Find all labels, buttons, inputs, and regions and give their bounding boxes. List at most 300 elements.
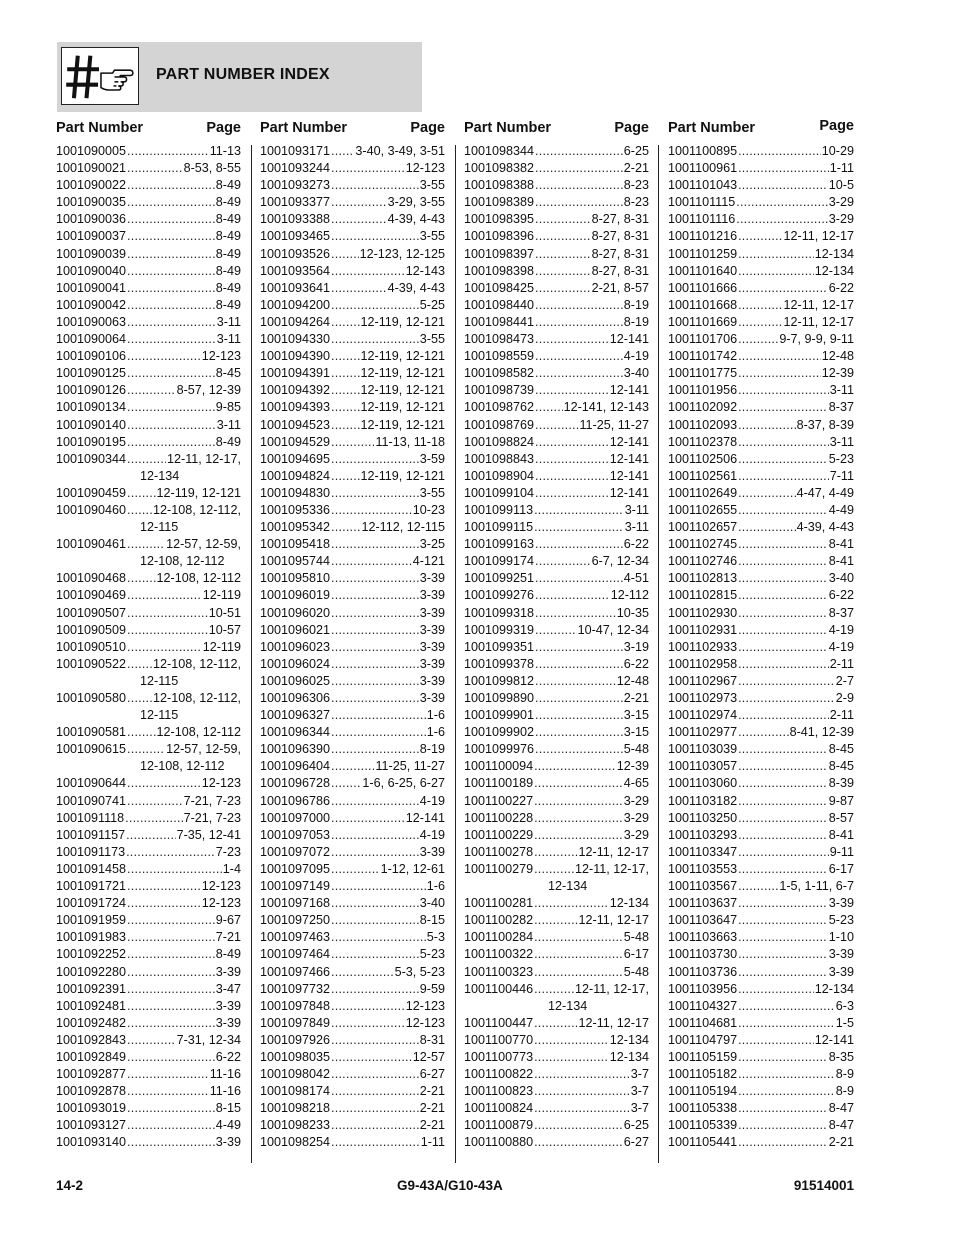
dot-leader (127, 622, 208, 639)
index-entry (260, 519, 445, 536)
index-entry (668, 946, 854, 963)
index-entry (260, 844, 445, 861)
index-entry (56, 1100, 241, 1117)
index-entry (56, 399, 241, 416)
dot-leader (127, 348, 201, 365)
dot-leader (127, 228, 215, 245)
part-number: 1001092482 (56, 1015, 127, 1030)
index-entry (56, 964, 241, 981)
page-references: 7-35, 12-41 (176, 827, 241, 842)
index-entry (464, 690, 649, 707)
index-entry (668, 690, 854, 707)
dot-leader (331, 417, 359, 434)
page-references: 12-123 (201, 349, 241, 364)
page-references: 8-41 (828, 554, 854, 569)
dot-leader (127, 570, 155, 587)
dot-leader (738, 1117, 828, 1134)
dot-leader (331, 570, 419, 587)
part-number: 1001093465 (260, 229, 331, 244)
index-entry (56, 844, 241, 861)
part-number: 1001094695 (260, 451, 331, 466)
page-references-continued: 12-108, 12-112 (140, 554, 225, 569)
part-number: 1001101259 (668, 246, 738, 261)
page-references: 9-85 (215, 400, 241, 415)
page-references: 10-29 (821, 144, 854, 158)
page-references: 8-49 (215, 947, 241, 962)
dot-leader (738, 570, 828, 587)
dot-leader (535, 656, 623, 673)
page-references: 7-23 (215, 844, 241, 859)
part-number: 1001094523 (260, 417, 331, 432)
index-entry (56, 861, 241, 878)
dot-leader (535, 587, 610, 604)
page-references: 9-7, 9-9, 9-11 (779, 332, 854, 347)
part-number: 1001101640 (668, 263, 738, 278)
index-entry (668, 964, 854, 981)
page-references: 12-134 (609, 1032, 649, 1047)
dot-leader (331, 1134, 420, 1151)
dot-leader (534, 964, 623, 981)
index-entry (464, 365, 649, 382)
page-references: 2-21 (419, 1101, 445, 1116)
dot-leader (331, 502, 412, 519)
page-references: 8-49 (215, 297, 241, 312)
index-entry (668, 211, 854, 228)
index-entry (464, 895, 649, 912)
page-references: 3-40 (623, 366, 649, 381)
part-number: 1001100278 (464, 844, 534, 859)
part-number: 1001098382 (464, 161, 535, 176)
part-number: 1001099319 (464, 622, 535, 637)
dot-leader (127, 314, 216, 331)
index-entry (260, 929, 445, 946)
part-number: 1001090581 (56, 725, 127, 740)
dot-leader (535, 348, 623, 365)
page-references: 3-39 (828, 896, 854, 911)
page-references: 8-27, 8-31 (591, 263, 649, 278)
page-references: 3-15 (623, 708, 649, 723)
dot-leader (738, 314, 782, 331)
index-entry (260, 656, 445, 673)
page-references: 7-21, 7-23 (183, 793, 241, 808)
dot-leader (738, 741, 828, 758)
part-number: 1001100879 (464, 1118, 534, 1133)
page-references: 3-39 (419, 656, 445, 671)
page-references: 12-11, 12-17 (783, 314, 854, 329)
index-entry (260, 946, 445, 963)
part-number: 1001090344 (56, 451, 127, 466)
index-entry (56, 775, 241, 792)
page-references: 3-39 (419, 844, 445, 859)
page-references: 12-11, 12-17 (783, 229, 854, 244)
part-number: 1001090125 (56, 366, 127, 381)
entry-list (668, 143, 854, 1152)
dot-leader (127, 297, 215, 314)
part-number: 1001105338 (668, 1101, 738, 1116)
index-entry (668, 587, 854, 604)
dot-leader (127, 160, 183, 177)
page-references: 12-141 (814, 1032, 854, 1047)
part-number: 1001098473 (464, 332, 535, 347)
part-number: 1001100322 (464, 947, 534, 962)
dot-leader (738, 485, 795, 502)
part-number: 1001098769 (464, 417, 535, 432)
index-entry (464, 639, 649, 656)
dot-leader (738, 382, 829, 399)
dot-leader (331, 314, 359, 331)
page-references: 10-5 (828, 178, 854, 193)
index-entry (668, 194, 854, 211)
part-number: 1001092481 (56, 998, 127, 1013)
part-number: 1001090005 (56, 144, 127, 158)
dot-leader (331, 639, 419, 656)
page-references: 11-16 (209, 1084, 241, 1099)
part-number: 1001094824 (260, 468, 331, 483)
index-entry (56, 177, 241, 194)
dot-leader (534, 844, 577, 861)
index-entry (464, 724, 649, 741)
part-number: 1001100880 (464, 1135, 534, 1150)
page-references: 8-37, 8-39 (796, 417, 854, 432)
part-number: 1001100323 (464, 964, 534, 979)
dot-leader (535, 622, 577, 639)
dot-leader (331, 775, 361, 792)
dot-leader (127, 1083, 209, 1100)
column-header (260, 120, 445, 142)
part-number: 1001102973 (668, 691, 738, 705)
index-entry (464, 1134, 649, 1151)
dot-leader (535, 246, 591, 263)
dot-leader (738, 502, 828, 519)
index-entry (260, 998, 445, 1015)
dot-leader (534, 502, 624, 519)
dot-leader (127, 724, 155, 741)
index-entry (56, 451, 241, 468)
dot-leader (127, 502, 152, 519)
index-entry (56, 946, 241, 963)
index-entry (668, 998, 854, 1015)
page-references: 2-7 (835, 673, 854, 688)
page-references: 1-10 (828, 930, 854, 945)
part-number: 1001090507 (56, 605, 127, 620)
dot-leader (127, 1032, 176, 1049)
index-entry (464, 519, 649, 536)
page-references: 12-119, 12-121 (360, 400, 445, 415)
dot-leader (535, 485, 609, 502)
page-references: 3-7 (630, 1101, 649, 1116)
dot-leader (127, 998, 215, 1015)
dot-leader (127, 981, 215, 998)
part-number-header: Part Number (668, 120, 756, 136)
part-number: 1001090041 (56, 280, 127, 295)
part-number: 1001090126 (56, 383, 127, 398)
page-references: 5-23 (828, 451, 854, 466)
index-entry (668, 177, 854, 194)
dot-leader (535, 434, 609, 451)
part-number: 1001090106 (56, 349, 127, 364)
page-references: 12-57 (412, 1049, 445, 1064)
page-references: 3-29 (623, 810, 649, 825)
part-number: 1001098344 (464, 144, 535, 158)
page-references: 1-5, 1-11, 6-7 (779, 879, 854, 894)
page-references: 12-119, 12-121 (360, 468, 445, 483)
page-references: 1-6 (426, 725, 445, 740)
page-references: 3-39 (828, 964, 854, 979)
part-number: 1001098425 (464, 280, 535, 295)
index-entry (260, 246, 445, 263)
page-references: 12-134 (609, 896, 649, 911)
part-number: 1001090459 (56, 485, 127, 500)
part-number: 1001099351 (464, 639, 535, 654)
part-number: 1001100824 (464, 1101, 534, 1116)
dot-leader (331, 519, 360, 536)
index-entry (56, 348, 241, 365)
dot-leader (127, 399, 215, 416)
page-references: 8-23 (623, 195, 649, 210)
dot-leader (738, 656, 829, 673)
page-references-continued: 12-134 (548, 998, 588, 1013)
page-references: 12-48 (616, 673, 649, 688)
part-number: 1001103663 (668, 930, 738, 945)
part-number: 1001096404 (260, 759, 331, 774)
page-references: 9-59 (419, 981, 445, 996)
page-references: 12-141 (609, 485, 649, 500)
part-number: 1001105182 (668, 1067, 738, 1082)
dot-leader (331, 998, 405, 1015)
dot-leader (534, 793, 623, 810)
part-number: 1001104797 (668, 1032, 738, 1047)
page-references: 3-11 (216, 332, 241, 347)
part-number: 1001092280 (56, 964, 127, 979)
index-entry (56, 280, 241, 297)
part-number: 1001096025 (260, 673, 331, 688)
dot-leader (534, 1032, 609, 1049)
index-entry (56, 160, 241, 177)
page-references: 12-141, 12-143 (563, 400, 649, 415)
index-column-4 (668, 120, 854, 1152)
page-references: 3-7 (630, 1084, 649, 1099)
dot-leader (127, 1117, 215, 1134)
dot-leader (738, 810, 828, 827)
page-references: 8-57, 12-39 (176, 383, 241, 398)
index-entry (260, 160, 445, 177)
index-entry (260, 690, 445, 707)
part-number: 1001100228 (464, 810, 534, 825)
page-references: 12-112 (610, 588, 649, 603)
page-references-continued: 12-115 (140, 708, 179, 723)
dot-leader (535, 331, 609, 348)
page-references: 7-31, 12-34 (176, 1032, 241, 1047)
page-references: 12-141 (609, 434, 649, 449)
page-references: 8-27, 8-31 (591, 246, 649, 261)
index-entry (260, 605, 445, 622)
part-number: 1001100282 (464, 913, 534, 928)
dot-leader (738, 1083, 835, 1100)
page-references: 12-11, 12-17 (578, 844, 649, 859)
index-entry (464, 605, 649, 622)
column-header (56, 120, 241, 142)
index-entry (56, 587, 241, 604)
page-references: 4-65 (623, 776, 649, 791)
page-references-continued: 12-108, 12-112 (140, 759, 225, 774)
part-number: 1001101666 (668, 280, 738, 295)
dot-leader (331, 707, 426, 724)
index-entry (260, 434, 445, 451)
index-entry (56, 741, 241, 758)
part-number: 1001105441 (668, 1135, 738, 1150)
part-number: 1001102977 (668, 725, 738, 740)
index-entry (56, 297, 241, 314)
index-entry (56, 605, 241, 622)
dot-leader (127, 605, 208, 622)
page-header: Page (614, 120, 649, 136)
page-references: 10-47, 12-34 (577, 622, 649, 637)
part-number: 1001099276 (464, 588, 535, 603)
part-number: 1001098582 (464, 366, 535, 381)
part-number-header: Part Number (464, 120, 552, 136)
dot-leader (331, 587, 419, 604)
page-references: 3-40, 3-49, 3-51 (355, 144, 445, 158)
page-references: 2-11 (829, 656, 854, 671)
column-divider (658, 145, 659, 1163)
dot-leader (535, 211, 591, 228)
index-entry (260, 177, 445, 194)
part-number: 1001100895 (668, 144, 738, 158)
index-entry (464, 434, 649, 451)
dot-leader (127, 1100, 215, 1117)
page-references: 12-134 (609, 1049, 649, 1064)
dot-leader (534, 1049, 609, 1066)
part-number: 1001094390 (260, 349, 331, 364)
part-number: 1001093641 (260, 280, 331, 295)
dot-leader (331, 194, 387, 211)
part-number: 1001098218 (260, 1101, 331, 1116)
page-references: 1-5 (835, 1015, 854, 1030)
index-entry (56, 211, 241, 228)
page-references: 12-141 (609, 332, 649, 347)
dot-leader (127, 1015, 215, 1032)
index-entry (668, 451, 854, 468)
page-references: 10-35 (616, 605, 649, 620)
index-column-2 (260, 120, 445, 1152)
part-number: 1001093019 (56, 1101, 127, 1116)
page-references: 4-19 (828, 622, 854, 637)
index-entry (260, 331, 445, 348)
page-references: 4-39, 4-43 (387, 280, 445, 295)
dot-leader (535, 228, 591, 245)
part-number: 1001097926 (260, 1032, 331, 1047)
part-number: 1001093273 (260, 178, 331, 193)
dot-leader (127, 211, 215, 228)
page-references: 3-29 (828, 195, 854, 210)
part-number: 1001102746 (668, 554, 738, 569)
dot-leader (738, 844, 829, 861)
page-references: 6-27 (623, 1135, 649, 1150)
page-references: 3-39 (215, 964, 241, 979)
page-references: 3-25 (419, 537, 445, 552)
index-entry (464, 587, 649, 604)
dot-leader (534, 1100, 630, 1117)
index-entry (464, 946, 649, 963)
part-number: 1001090022 (56, 178, 127, 193)
part-number: 1001101742 (668, 349, 738, 364)
dot-leader (535, 382, 609, 399)
index-entry (260, 194, 445, 211)
dot-leader (331, 690, 419, 707)
part-number: 1001102649 (668, 485, 738, 500)
page-references: 3-39 (419, 588, 445, 603)
part-number: 1001090134 (56, 400, 127, 415)
index-entry (260, 895, 445, 912)
dot-leader (331, 211, 387, 228)
dot-leader (127, 656, 152, 673)
part-number: 1001090064 (56, 332, 127, 347)
page-references: 11-25, 11-27 (579, 417, 649, 432)
index-entry (668, 1015, 854, 1032)
page-header: Page (819, 118, 854, 134)
part-number: 1001095744 (260, 554, 331, 569)
part-number: 1001101668 (668, 297, 738, 312)
page-references: 8-9 (835, 1067, 854, 1082)
dot-leader (127, 434, 215, 451)
part-number: 1001093388 (260, 212, 331, 227)
dot-leader (127, 1134, 215, 1151)
part-number: 1001102815 (668, 588, 738, 603)
dot-leader (331, 468, 359, 485)
part-number: 1001090469 (56, 588, 127, 603)
index-entry (668, 912, 854, 929)
index-entry (56, 1049, 241, 1066)
page-references: 12-39 (821, 366, 854, 381)
part-number: 1001105194 (668, 1084, 738, 1099)
page-references: 12-123 (201, 896, 241, 911)
page-references: 2-21 (623, 161, 649, 176)
part-number: 1001100446 (464, 981, 534, 996)
dot-leader (535, 570, 623, 587)
dot-leader (127, 690, 152, 707)
part-number: 1001090468 (56, 571, 127, 586)
part-number: 1001099163 (464, 537, 535, 552)
page-references: 11-16 (209, 1067, 241, 1082)
dot-leader (535, 724, 623, 741)
dot-leader (535, 741, 623, 758)
index-entry (464, 143, 649, 160)
index-entry (464, 1032, 649, 1049)
page-references: 8-47 (828, 1101, 854, 1116)
part-number: 1001090615 (56, 742, 127, 757)
dot-leader (535, 365, 623, 382)
dot-leader (127, 417, 216, 434)
dot-leader (535, 605, 616, 622)
page-references: 2-21 (419, 1084, 445, 1099)
part-number: 1001093140 (56, 1135, 127, 1150)
index-entry (56, 246, 241, 263)
page-references: 12-48 (821, 349, 854, 364)
page-references: 12-119, 12-121 (360, 366, 445, 381)
part-number: 1001100094 (464, 759, 534, 774)
page-references: 1-6 (426, 879, 445, 894)
part-number: 1001097149 (260, 879, 331, 894)
dot-leader (738, 639, 828, 656)
page-references: 4-47, 4-49 (796, 485, 854, 500)
index-entry (464, 1066, 649, 1083)
part-number: 1001094392 (260, 383, 331, 398)
page-references: 8-23 (623, 178, 649, 193)
dot-leader (738, 263, 814, 280)
index-entry (464, 656, 649, 673)
index-entry (464, 280, 649, 297)
page-references: 3-11 (829, 434, 854, 449)
